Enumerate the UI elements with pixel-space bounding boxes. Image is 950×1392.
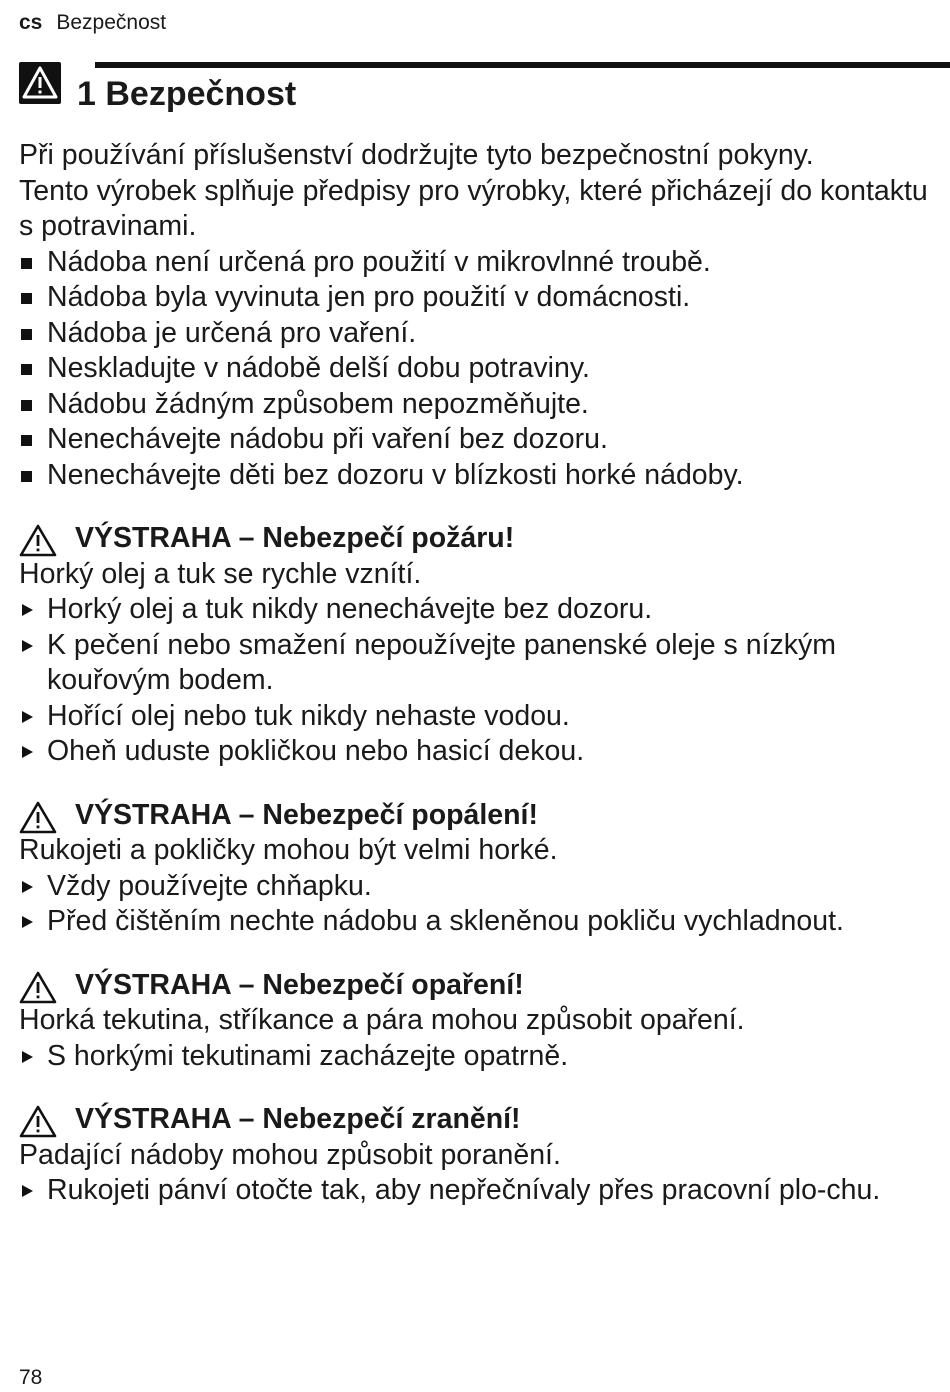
instruction-item: Horký olej a tuk nikdy nenechávejte bez dozoru. [19,592,931,628]
main-content [19,138,931,1209]
warning-heading: VÝSTRAHA – Nebezpečí požáru! [75,522,515,554]
list-item: Neskladujte v nádobě delší dobu potraviny. [19,351,931,387]
instruction-list [19,592,931,770]
warning-injury [19,1102,931,1209]
list-item: Nádoba je určená pro vaření. [19,316,931,352]
instruction-item: S horkými tekutinami zacházejte opatrně. [19,1039,931,1075]
warning-triangle-icon [19,971,57,1004]
intro-paragraph: Při používání příslušenství dodržujte tyto bezpečnostní pokyny. [19,139,814,171]
warning-text: Horký olej a tuk se rychle vznítí. [19,557,422,590]
list-item: Nádoba byla vyvinuta jen pro použití v domácnosti. [19,280,931,316]
warning-heading: VÝSTRAHA – Nebezpečí popálení! [75,798,538,831]
instruction-list [19,1039,931,1075]
list-item: Nenechávejte děti bez dozoru v blízkosti horké nádoby. [19,458,931,494]
warning-triangle-icon [19,801,57,834]
warning-burn [19,798,931,940]
list-item: Nádoba není určená pro použití v mikrovlnné troubě. [19,245,931,281]
instruction-item: Oheň uduste pokličkou nebo hasicí dekou. [19,734,931,770]
warning-triangle-icon [19,524,57,557]
warning-text: Padající nádoby mohou způsobit poranění. [19,1138,561,1171]
safety-list [19,245,931,494]
warning-fire [19,521,931,770]
instruction-item: Hořící olej nebo tuk nikdy nehaste vodou. [19,699,931,735]
instruction-item: Před čištěním nechte nádobu a skleněnou pokliču vychladnout. [19,904,931,940]
list-item: Nenechávejte nádobu při vaření bez dozoru. [19,422,931,458]
language-code: cs [19,11,43,34]
title-rule [95,62,950,68]
warning-text: Horká tekutina, stříkance a pára mohou způsobit opaření. [19,1004,745,1036]
instruction-item: Vždy používejte chňapku. [19,869,931,905]
warning-heading: VÝSTRAHA – Nebezpečí opaření! [75,968,524,1001]
instruction-item: K pečení nebo smažení nepoužívejte panenské oleje s nízkým kouřovým bodem. [19,628,931,699]
page-title: 1 Bezpečnost [77,75,297,113]
instruction-list [19,1173,931,1209]
instruction-item: Rukojeti pánví otočte tak, aby nepřečnívaly přes pracovní plo-chu. [19,1173,931,1209]
warning-text: Rukojeti a pokličky mohou být velmi horké. [19,834,558,866]
warning-box-icon [19,62,61,104]
header-section: Bezpečnost [56,11,167,34]
section-title-row [19,62,939,116]
running-header [19,9,166,37]
warning-scald [19,968,931,1075]
list-item: Nádobu žádným způsobem nepozměňujte. [19,387,931,423]
warning-triangle-icon [19,1105,57,1138]
page-number: 78 [19,1366,43,1389]
instruction-list [19,869,931,940]
intro-paragraph: Tento výrobek splňuje předpisy pro výrobky, které přicházejí do kontaktu s potravinami. [19,174,928,242]
warning-heading: VÝSTRAHA – Nebezpečí zranění! [75,1103,521,1135]
